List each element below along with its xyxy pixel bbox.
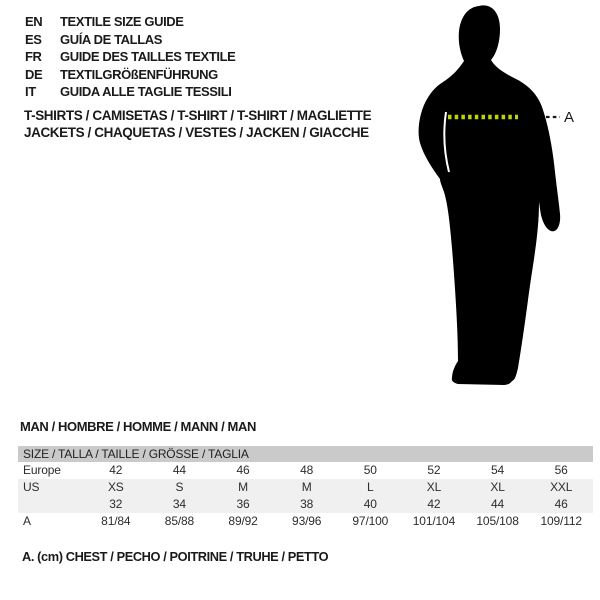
table-row-label: Europe: [23, 463, 61, 477]
table-cell: 40: [363, 497, 377, 511]
language-row: [25, 31, 235, 49]
table-row-europe: [18, 462, 593, 479]
language-code: FR: [25, 49, 42, 64]
table-row-chest: [18, 513, 593, 530]
table-cell: 52: [427, 463, 441, 477]
table-cell: 44: [172, 463, 186, 477]
language-code: EN: [25, 14, 43, 29]
table-row-label: US: [23, 480, 40, 494]
size-table: [18, 446, 593, 530]
table-cell: 97/100: [352, 514, 389, 528]
category-line-jackets: JACKETS / CHAQUETAS / VESTES / JACKEN / GIACCHE: [24, 125, 369, 140]
table-cell: 85/88: [164, 514, 195, 528]
table-row-numeric: [18, 496, 593, 513]
language-row: [25, 13, 235, 31]
table-cell: 42: [427, 497, 441, 511]
table-cell: 46: [236, 463, 250, 477]
language-title: GUIDA ALLE TAGLIE TESSILI: [60, 84, 232, 99]
category-lines: [24, 107, 371, 141]
table-cell: 109/112: [540, 514, 582, 528]
language-title: GUÍA DE TALLAS: [60, 31, 163, 47]
language-title: GUIDE DES TAILLES TEXTILE: [60, 49, 236, 64]
table-cell: L: [367, 480, 374, 494]
section-title-man: MAN / HOMBRE / HOMME / MANN / MAN: [20, 419, 256, 434]
table-cell: 81/84: [101, 514, 131, 528]
table-cell: 46: [554, 497, 568, 511]
measurement-footnote: A. (cm) CHEST / PECHO / POITRINE / TRUHE / PETTO: [22, 549, 329, 564]
table-cell: XS: [107, 480, 124, 494]
table-cell: 50: [363, 463, 377, 477]
table-cell: 44: [491, 497, 505, 511]
table-cell: 56: [554, 463, 568, 477]
table-cell: XL: [490, 480, 505, 494]
language-title: TEXTILGRÖßENFÜHRUNG: [60, 66, 218, 82]
table-row-label: A: [23, 514, 31, 528]
table-row-us: [18, 479, 593, 496]
language-row: [25, 48, 235, 66]
table-cell: XL: [426, 480, 442, 494]
table-cell: M: [238, 480, 248, 494]
measure-label-a: A: [564, 109, 575, 126]
table-cell: 32: [109, 497, 123, 511]
language-code: ES: [25, 31, 42, 47]
language-row: [25, 66, 235, 84]
language-title: TEXTILE SIZE GUIDE: [60, 14, 184, 29]
table-cell: 36: [236, 497, 250, 511]
table-cell: 48: [300, 463, 314, 477]
table-cell: 38: [300, 497, 314, 511]
table-cell: 93/96: [292, 514, 322, 528]
language-list: [25, 13, 235, 101]
table-row-label: [18, 496, 84, 513]
man-silhouette-figure: [400, 0, 600, 400]
table-cell: 89/92: [228, 514, 258, 528]
language-code: IT: [25, 84, 36, 99]
table-cell: S: [175, 480, 184, 494]
table-header: SIZE / TALLA / TAILLE / GRÖSSE / TAGLIA: [18, 446, 593, 462]
table-cell: 54: [491, 463, 505, 477]
table-cell: 34: [172, 497, 186, 511]
table-cell: M: [301, 480, 312, 494]
man-silhouette: [419, 5, 561, 385]
table-cell: 42: [109, 463, 123, 477]
table-cell: XXL: [550, 480, 573, 494]
table-cell: 101/104: [412, 514, 456, 528]
category-line-tshirts: T-SHIRTS / CAMISETAS / T-SHIRT / T-SHIRT / MAGLIETTE: [24, 108, 372, 123]
table-cell: 105/108: [476, 514, 519, 528]
language-row: [25, 83, 235, 101]
language-code: DE: [25, 66, 43, 82]
